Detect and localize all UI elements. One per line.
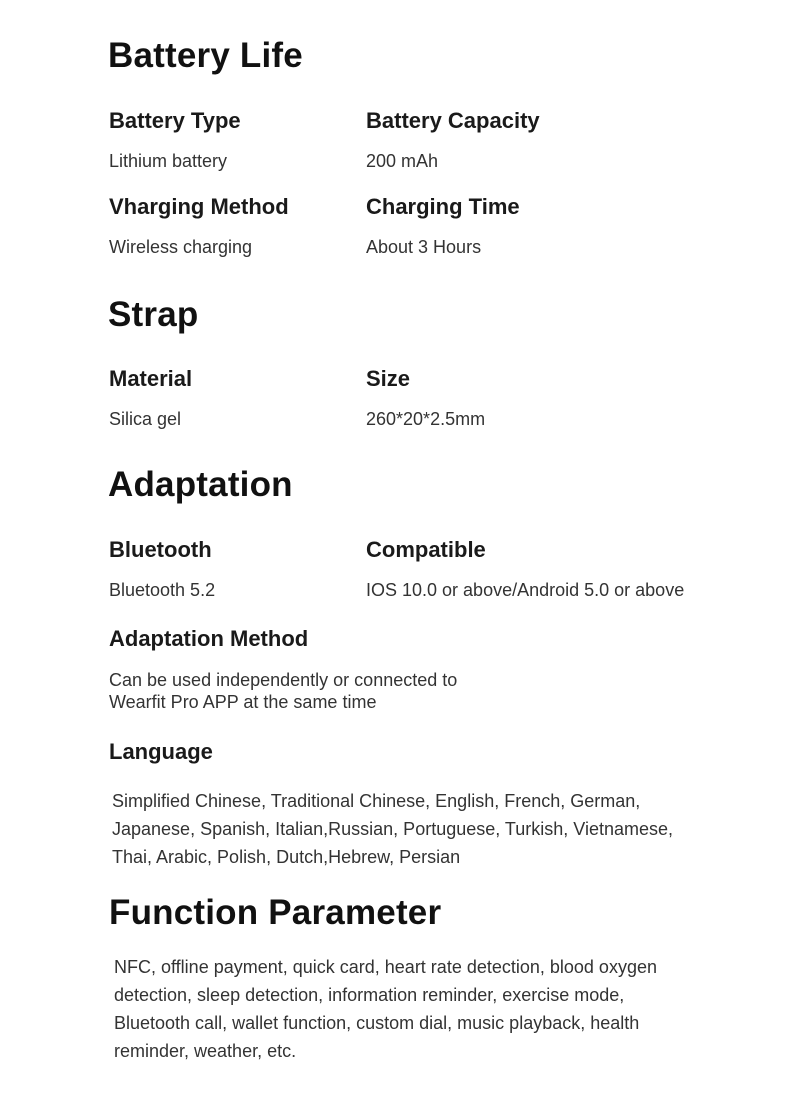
function-line-4: reminder, weather, etc.	[114, 1041, 297, 1061]
language-line-1: Simplified Chinese, Traditional Chinese, English, French, German,	[112, 791, 641, 811]
material-label: Material	[109, 366, 193, 391]
charging-method-value: Wireless charging	[109, 237, 253, 257]
language-line-2: Japanese, Spanish, Italian,Russian, Portuguese, Turkish, Vietnamese,	[112, 819, 673, 839]
compatible-label: Compatible	[366, 537, 486, 562]
charging-time-label: Charging Time	[366, 194, 520, 219]
battery-capacity-label: Battery Capacity	[366, 108, 540, 133]
material-value: Silica gel	[109, 409, 182, 429]
bluetooth-value: Bluetooth 5.2	[109, 580, 216, 600]
size-value: 260*20*2.5mm	[366, 409, 486, 429]
battery-type-label: Battery Type	[109, 108, 241, 133]
battery-life-heading: Battery Life	[108, 36, 303, 75]
adaptation-heading: Adaptation	[108, 465, 293, 504]
function-line-2: detection, sleep detection, information reminder, exercise mode,	[114, 985, 625, 1005]
size-label: Size	[366, 366, 411, 391]
battery-type-value: Lithium battery	[109, 151, 228, 171]
adaptation-method-line-2: Wearfit Pro APP at the same time	[109, 692, 377, 712]
function-line-1: NFC, offline payment, quick card, heart rate detection, blood oxygen	[114, 957, 657, 977]
charging-method-label: Vharging Method	[109, 194, 289, 219]
language-label: Language	[109, 739, 213, 764]
language-line-3: Thai, Arabic, Polish, Dutch,Hebrew, Persian	[112, 847, 461, 867]
function-line-3: Bluetooth call, wallet function, custom dial, music playback, health	[114, 1013, 640, 1033]
adaptation-method-label: Adaptation Method	[109, 626, 309, 651]
adaptation-method-line-1: Can be used independently or connected to	[109, 670, 458, 690]
strap-heading: Strap	[108, 295, 199, 334]
bluetooth-label: Bluetooth	[109, 537, 212, 562]
function-parameter-heading: Function Parameter	[109, 893, 442, 932]
battery-capacity-value: 200 mAh	[366, 151, 439, 171]
compatible-value: IOS 10.0 or above/Android 5.0 or above	[366, 580, 685, 600]
charging-time-value: About 3 Hours	[366, 237, 482, 257]
